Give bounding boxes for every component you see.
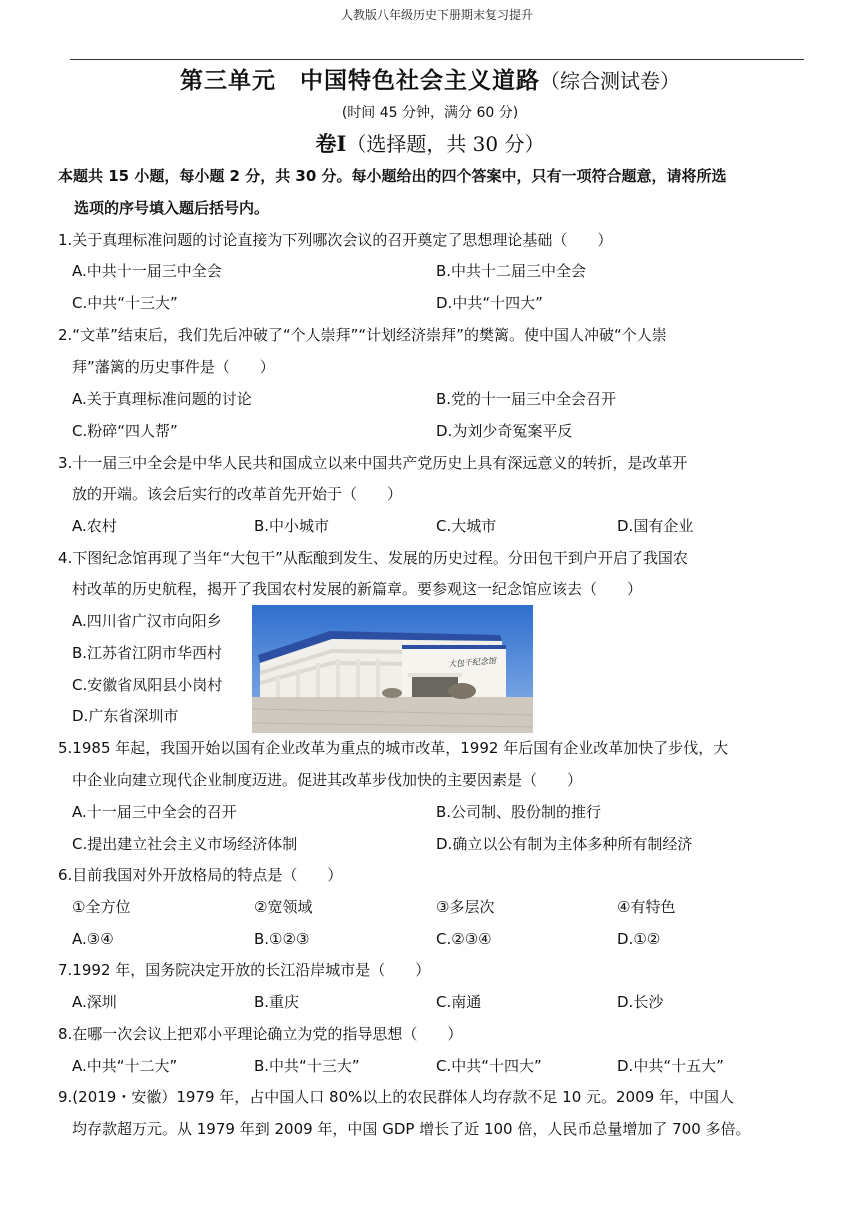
q7-option-a: A.深圳 — [72, 993, 117, 1011]
q8-option-a: A.中共“十二大” — [72, 1057, 178, 1075]
q6-option-d: D.①② — [617, 930, 661, 948]
time-note: (时间 45 分钟，满分 60 分) — [341, 105, 519, 121]
q2-option-a: A.关于真理标准问题的讨论 — [72, 390, 252, 408]
q6-option-b: B.①②③ — [254, 930, 310, 948]
page-title — [0, 62, 860, 95]
instructions-line1: 本题共 15 小题，每小题 2 分，共 30 分。每小题给出的四个答案中，只有一项符合题意，请将所选 — [58, 167, 727, 185]
q8-stem: 8.在哪一次会议上把邓小平理论确立为党的指导思想（ ） — [58, 1025, 463, 1043]
q3-option-a: A.农村 — [72, 517, 117, 535]
q3-option-b: B.中小城市 — [254, 517, 330, 535]
q7-stem: 7.1992 年，国务院决定开放的长江沿岸城市是（ ） — [58, 961, 431, 979]
q3-option-d: D.国有企业 — [617, 517, 694, 535]
q1-stem: 1.关于真理标准问题的讨论直接为下列哪次会议的召开奠定了思想理论基础（ ） — [58, 231, 613, 249]
q1-option-d: D.中共“十四大” — [436, 294, 543, 312]
q5-option-a: A.十一届三中全会的召开 — [72, 803, 237, 821]
q5-stem-line1: 5.1985 年起，我国开始以国有企业改革为重点的城市改革，1992 年后国有企业改革加快了步伐，大 — [58, 739, 729, 757]
title-sub: （综合测试卷） — [540, 69, 680, 93]
q4-stem-line2: 村改革的历史航程，揭开了我国农村发展的新篇章。要参观这一纪念馆应该去（ ） — [72, 580, 643, 598]
q6-item-3: ③多层次 — [436, 898, 495, 916]
q8-option-b: B.中共“十三大” — [254, 1057, 360, 1075]
q4-option-c: C.安徽省凤阳县小岗村 — [72, 676, 223, 694]
volume-note: （选择题，共 30 分） — [346, 132, 545, 156]
instructions-line2: 选项的序号填入题后括号内。 — [74, 199, 270, 217]
q5-option-d: D.确立以公有制为主体多种所有制经济 — [436, 835, 693, 853]
q1-option-b: B.中共十二届三中全会 — [436, 262, 587, 280]
q2-option-b: B.党的十一届三中全会召开 — [436, 390, 617, 408]
q7-option-d: D.长沙 — [617, 993, 664, 1011]
running-header: 人教版八年级历史下册期末复习提升 — [340, 8, 533, 22]
q5-option-b: B.公司制、股份制的推行 — [436, 803, 602, 821]
q5-stem-line2: 中企业向建立现代企业制度迈进。促进其改革步伐加快的主要因素是（ ） — [72, 771, 583, 789]
q3-option-c: C.大城市 — [436, 517, 497, 535]
q3-stem-line2: 放的开端。该会后实行的改革首先开始于（ ） — [72, 485, 403, 503]
q4-option-b: B.江苏省江阴市华西村 — [72, 644, 223, 662]
q1-option-a: A.中共十一届三中全会 — [72, 262, 222, 280]
volume-label: 卷Ⅰ — [315, 131, 347, 156]
q2-option-c: C.粉碎“四人帮” — [72, 422, 178, 440]
title-main: 第三单元 中国特色社会主义道路 — [180, 67, 540, 94]
volume-heading — [0, 128, 860, 158]
q6-option-a: A.③④ — [72, 930, 114, 948]
q7-option-c: C.南通 — [436, 993, 482, 1011]
q4-option-d: D.广东省深圳市 — [72, 707, 179, 725]
q4-stem-line1: 4.下图纪念馆再现了当年“大包干”从酝酿到发生、发展的历史过程。分田包干到户开启了我国农 — [58, 549, 688, 567]
q5-option-c: C.提出建立社会主义市场经济体制 — [72, 835, 298, 853]
memorial-hall-photo — [252, 605, 533, 733]
q6-item-2: ②宽领域 — [254, 898, 313, 916]
q6-item-4: ④有特色 — [617, 898, 676, 916]
q7-option-b: B.重庆 — [254, 993, 300, 1011]
memorial-sign: 大包干纪念馆 — [447, 656, 497, 669]
q8-option-c: C.中共“十四大” — [436, 1057, 542, 1075]
q6-stem: 6.目前我国对外开放格局的特点是（ ） — [58, 866, 343, 884]
q3-stem-line1: 3.十一届三中全会是中华人民共和国成立以来中国共产党历史上具有深远意义的转折，是改革开 — [58, 454, 688, 472]
q2-stem-line2: 拜”藩篱的历史事件是（ ） — [72, 358, 275, 376]
q2-stem-line1: 2.“文革”结束后，我们先后冲破了“个人崇拜”“计划经济崇拜”的樊篱。使中国人冲破“个人崇 — [58, 326, 667, 344]
q6-item-1: ①全方位 — [72, 898, 131, 916]
q4-option-a: A.四川省广汉市向阳乡 — [72, 612, 222, 630]
q2-option-d: D.为刘少奇冤案平反 — [436, 422, 573, 440]
header-rule — [70, 59, 804, 60]
q1-option-c: C.中共“十三大” — [72, 294, 178, 312]
q8-option-d: D.中共“十五大” — [617, 1057, 724, 1075]
q6-option-c: C.②③④ — [436, 930, 492, 948]
q9-stem-line1: 9.(2019・安徽）1979 年，占中国人口 80%以上的农民群体人均存款不足 10 元。2009 年，中国人 — [58, 1088, 734, 1106]
q9-stem-line2: 均存款超万元。从 1979 年到 2009 年，中国 GDP 增长了近 100 倍，人民币总量增加了 700 多倍。 — [72, 1120, 751, 1138]
